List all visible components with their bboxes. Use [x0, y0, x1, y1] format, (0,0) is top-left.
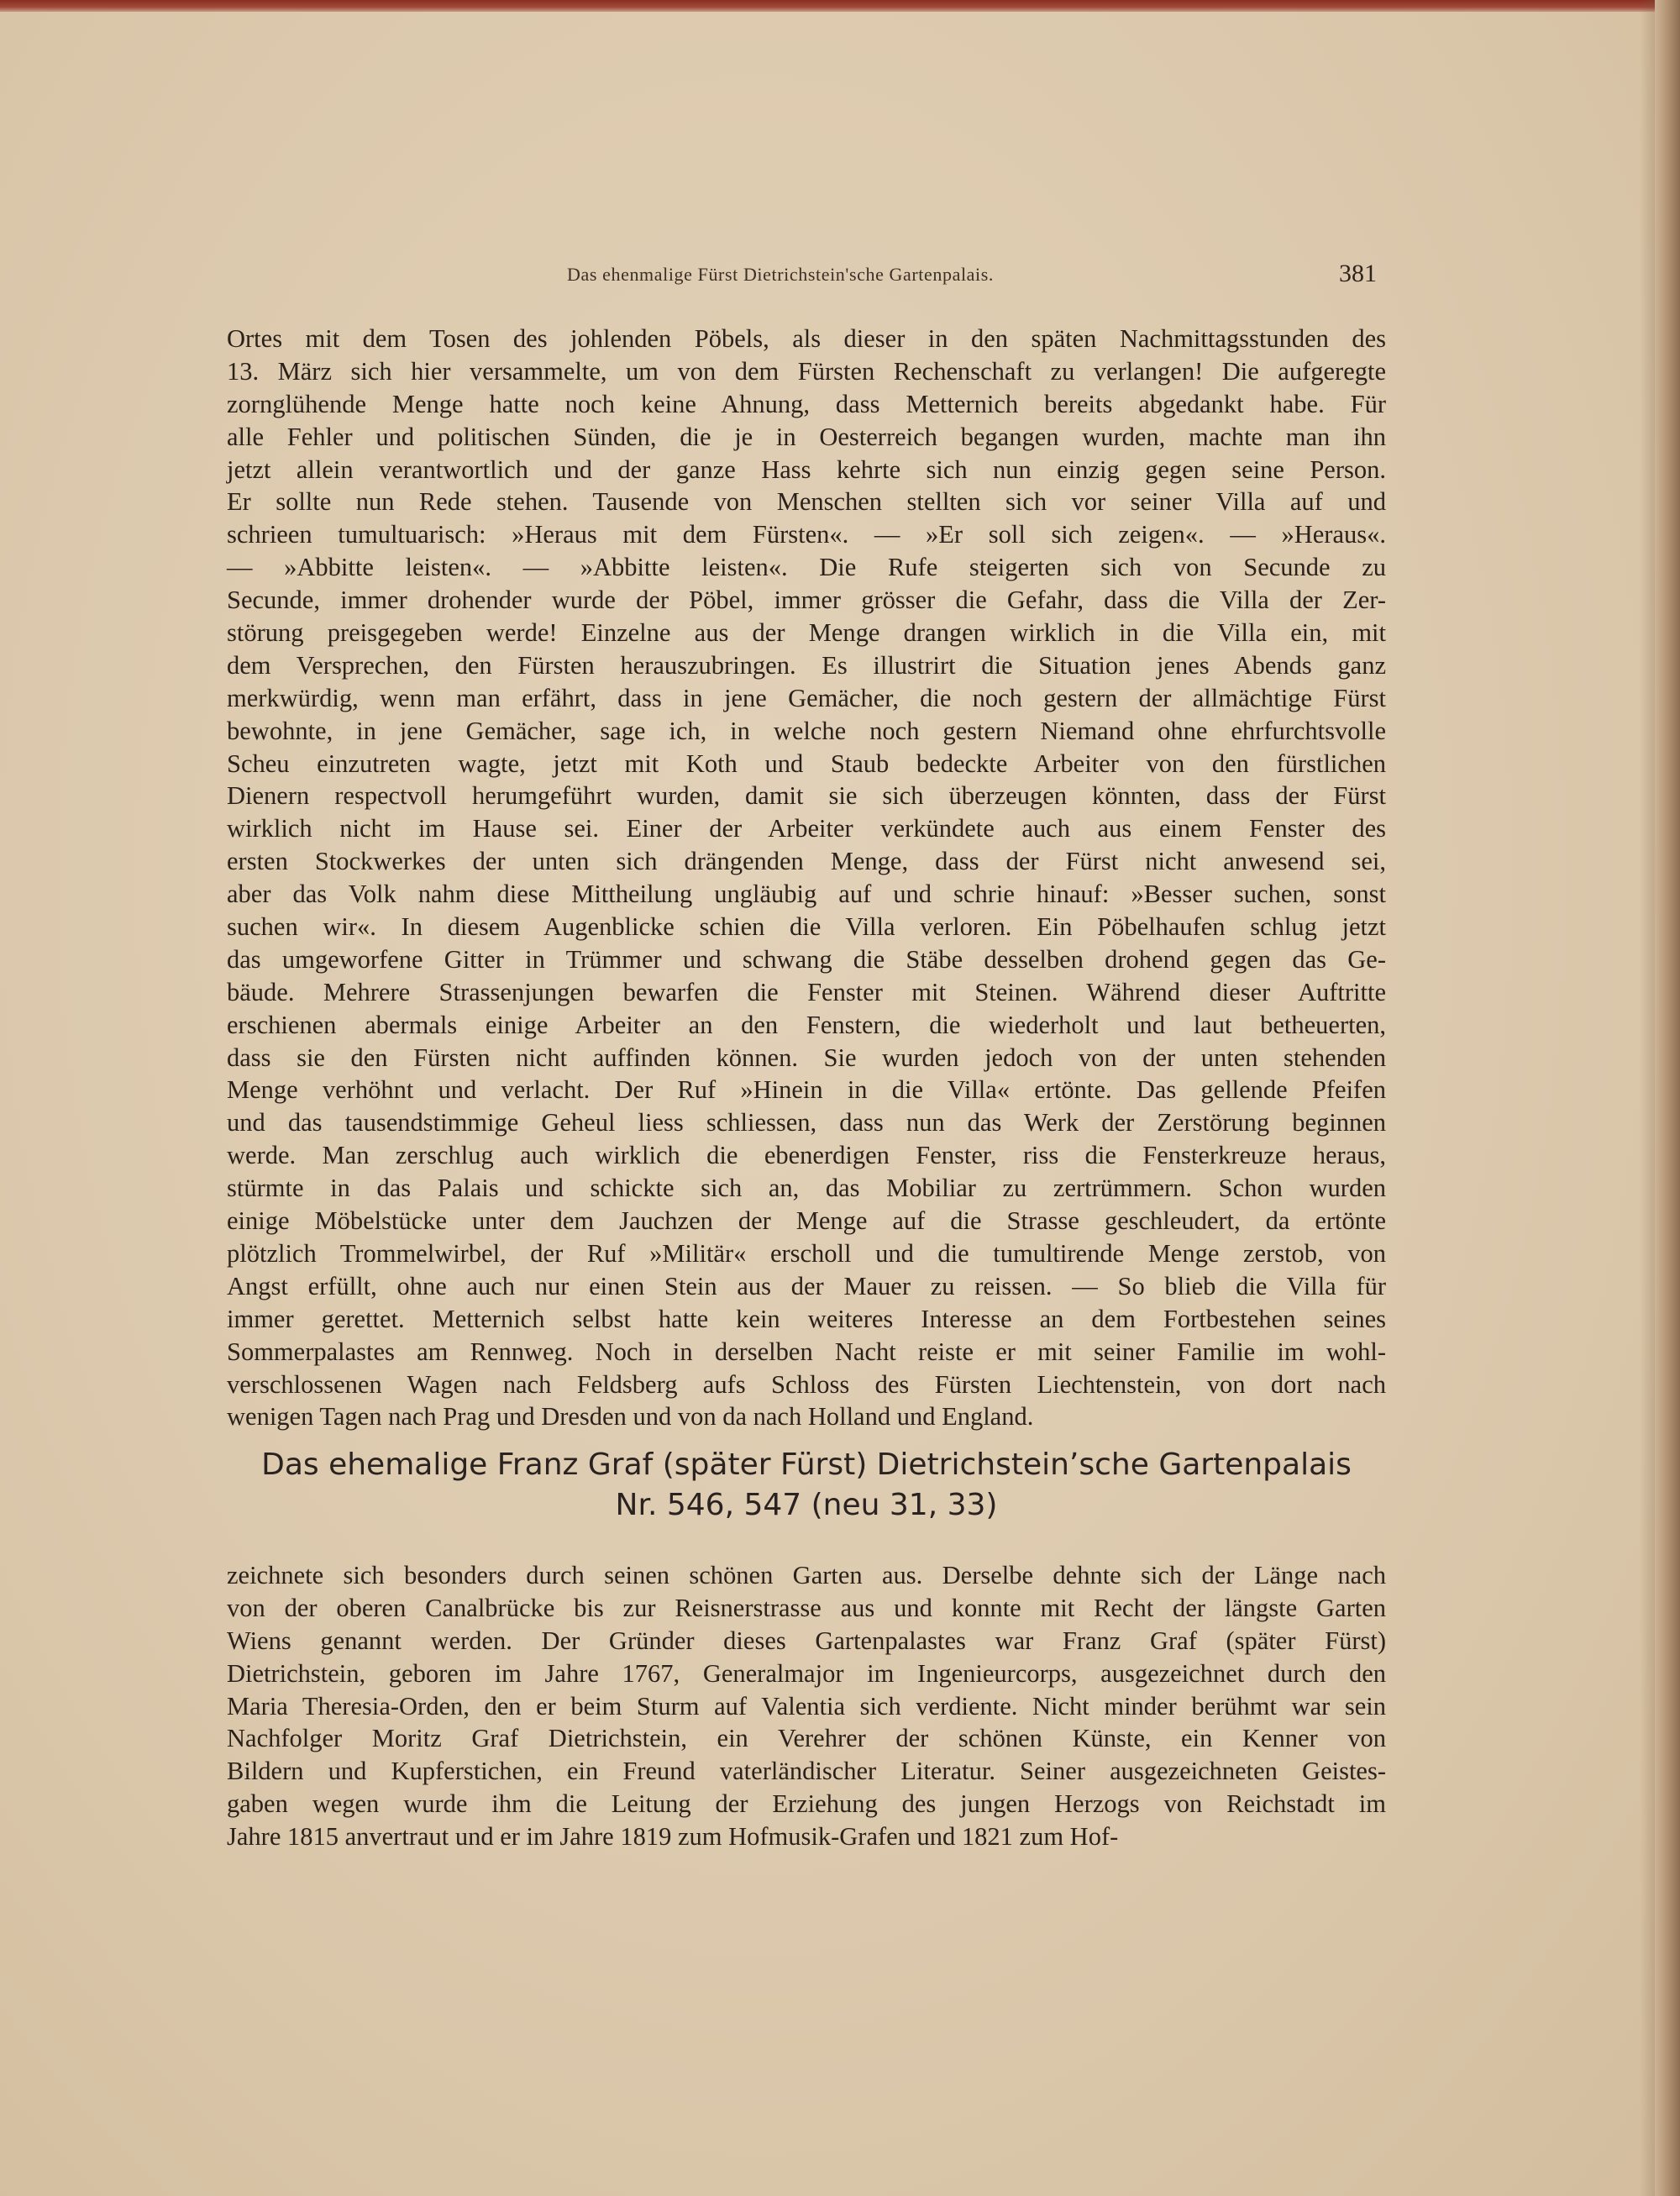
- text-line: Ortes mit dem Tosen des johlenden Pöbels, als dieser in den späten Nachmittagsstunden des: [227, 324, 1386, 353]
- text-line: Scheu einzutreten wagte, jetzt mit Koth und Staub bedeckte Arbeiter von den fürstlichen: [227, 749, 1386, 778]
- text-line: von der oberen Canalbrücke bis zur Reisnerstrasse aus und konnte mit Recht der längste Garten: [227, 1593, 1386, 1622]
- text-line: werde. Man zerschlug auch wirklich die ebenerdigen Fenster, riss die Fensterkreuze heraus,: [227, 1141, 1386, 1170]
- page-top-edge: [0, 0, 1680, 12]
- text-line: Maria Theresia-Orden, den er beim Sturm auf Valentia sich verdiente. Nicht minder berühmt war sein: [227, 1691, 1386, 1721]
- text-line: erschienen abermals einige Arbeiter an den Fenstern, die wiederholt und laut betheuerten,: [227, 1010, 1386, 1039]
- text-line: 13. März sich hier versammelte, um von dem Fürsten Rechenschaft zu verlangen! Die aufgeregte: [227, 356, 1386, 386]
- text-line: störung preisgegeben werde! Einzelne aus der Menge drangen wirklich in die Villa ein, mit: [227, 618, 1386, 648]
- text-line: — »Abbitte leisten«. — »Abbitte leisten«. Die Rufe steigerten sich von Secunde zu: [227, 553, 1386, 582]
- text-line: Dietrichstein, geboren im Jahre 1767, Generalmajor im Ingenieurcorps, ausgezeichnet durch den: [227, 1658, 1386, 1688]
- text-line: Er sollte nun Rede stehen. Tausende von Menschen stellten sich vor seiner Villa auf und: [227, 487, 1386, 517]
- paragraph-metternich-villa: [227, 323, 1386, 1433]
- text-line: Jahre 1815 anvertraut und er im Jahre 1819 zum Hofmusik-Grafen und 1821 zum Hof-: [227, 1822, 1119, 1852]
- text-line: Dienern respectvoll herumgeführt wurden, damit sie sich überzeugen könnten, dass der Fürst: [227, 781, 1386, 811]
- section-heading: [218, 1445, 1394, 1526]
- text-line: das umgeworfene Gitter in Trümmer und schwang die Stäbe desselben drohend gegen das Ge-: [227, 944, 1386, 974]
- text-line: zornglühende Menge hatte noch keine Ahnung, dass Metternich bereits abgedankt habe. Für: [227, 389, 1386, 418]
- text-line: ersten Stockwerkes der unten sich drängenden Menge, dass der Fürst nicht anwesend sei,: [227, 847, 1386, 876]
- text-line: Wiens genannt werden. Der Gründer dieses Gartenpalastes war Franz Graf (später Fürst): [227, 1626, 1386, 1655]
- text-line: Nachfolger Moritz Graf Dietrichstein, ein Verehrer der schönen Künste, ein Kenner von: [227, 1724, 1386, 1753]
- text-line: schrieen tumultuarisch: »Heraus mit dem Fürsten«. — »Er soll sich zeigen«. — »Heraus«.: [227, 520, 1386, 549]
- text-line: gaben wegen wurde ihm die Leitung der Erziehung des jungen Herzogs von Reichstadt im: [227, 1789, 1386, 1819]
- text-line: und das tausendstimmige Geheul liess schliessen, dass nun das Werk der Zerstörung beginnen: [227, 1108, 1386, 1137]
- section-heading-line-1: Das ehemalige Franz Graf (später Fürst) Dietrichstein’sche Gartenpalais: [261, 1447, 1352, 1482]
- text-line: einige Möbelstücke unter dem Jauchzen der Menge auf die Strasse geschleudert, da ertönte: [227, 1206, 1386, 1236]
- text-line: dass sie den Fürsten nicht auffinden können. Sie wurden jedoch von der unten stehenden: [227, 1043, 1386, 1072]
- text-line: jetzt allein verantwortlich und der ganze Hass kehrte sich nun einzig gegen seine Person.: [227, 454, 1386, 484]
- page-right-edge: [1655, 0, 1680, 2196]
- text-line: zeichnete sich besonders durch seinen schönen Garten aus. Derselbe dehnte sich der Länge nach: [227, 1561, 1386, 1589]
- text-line: wirklich nicht im Hause sei. Einer der Arbeiter verkündete auch aus einem Fenster des: [227, 814, 1386, 843]
- text-line: Bildern und Kupferstichen, ein Freund vaterländischer Literatur. Seiner ausgezeichneten Geistes-: [227, 1757, 1386, 1786]
- text-line: verschlossenen Wagen nach Feldsberg aufs Schloss des Fürsten Liechtenstein, von dort nach: [227, 1369, 1386, 1399]
- text-line: aber das Volk nahm diese Mittheilung ungläubig auf und schrie hinauf: »Besser suchen, sonst: [227, 880, 1386, 909]
- section-heading-line-2: Nr. 546, 547 (neu 31, 33): [615, 1488, 998, 1522]
- text-line: wenigen Tagen nach Prag und Dresden und von da nach Holland und England.: [227, 1402, 1034, 1432]
- text-line: plötzlich Trommelwirbel, der Ruf »Militär« erscholl und die tumultirende Menge zerstob, von: [227, 1238, 1386, 1268]
- text-line: suchen wir«. In diesem Augenblicke schien die Villa verloren. Ein Pöbelhaufen schlug jetzt: [227, 912, 1386, 942]
- paragraph-dietrichstein-garden: [227, 1559, 1386, 2196]
- text-line: Angst erfüllt, ohne auch nur einen Stein aus der Mauer zu reissen. — So blieb die Villa für: [227, 1271, 1386, 1300]
- text-line: Secunde, immer drohender wurde der Pöbel, immer grösser die Gefahr, dass die Villa der Zer-: [227, 586, 1386, 615]
- text-line: alle Fehler und politischen Sünden, die je in Oesterreich begangen wurden, machte man ihn: [227, 422, 1386, 451]
- running-head: [0, 260, 1680, 297]
- page-number: 381: [1339, 260, 1377, 287]
- page-fold-shadow: [1640, 0, 1655, 2196]
- text-line: stürmte in das Palais und schickte sich an, das Mobiliar zu zertrümmern. Schon wurden: [227, 1174, 1386, 1203]
- text-line: dem Versprechen, den Fürsten herauszubringen. Es illustrirt die Situation jenes Abends ganz: [227, 650, 1386, 680]
- text-line: bewohnte, in jene Gemächer, sage ich, in welche noch gestern Niemand ohne ehrfurchtsvolle: [227, 716, 1386, 745]
- text-line: merkwürdig, wenn man erfährt, dass in jene Gemächer, die noch gestern der allmächtige Fürst: [227, 683, 1386, 712]
- text-line: Sommerpalastes am Rennweg. Noch in derselben Nacht reiste er mit seiner Familie im wohl-: [227, 1337, 1386, 1366]
- text-line: bäude. Mehrere Strassenjungen bewarfen die Fenster mit Steinen. Während dieser Auftritte: [227, 977, 1386, 1006]
- text-line: Menge verhöhnt und verlacht. Der Ruf »Hinein in die Villa« ertönte. Das gellende Pfeifen: [227, 1075, 1386, 1105]
- running-head-title: Das ehenmalige Fürst Dietrichstein'sche Gartenpalais.: [567, 264, 995, 285]
- text-line: immer gerettet. Metternich selbst hatte kein weiteres Interesse an dem Fortbestehen seines: [227, 1304, 1386, 1333]
